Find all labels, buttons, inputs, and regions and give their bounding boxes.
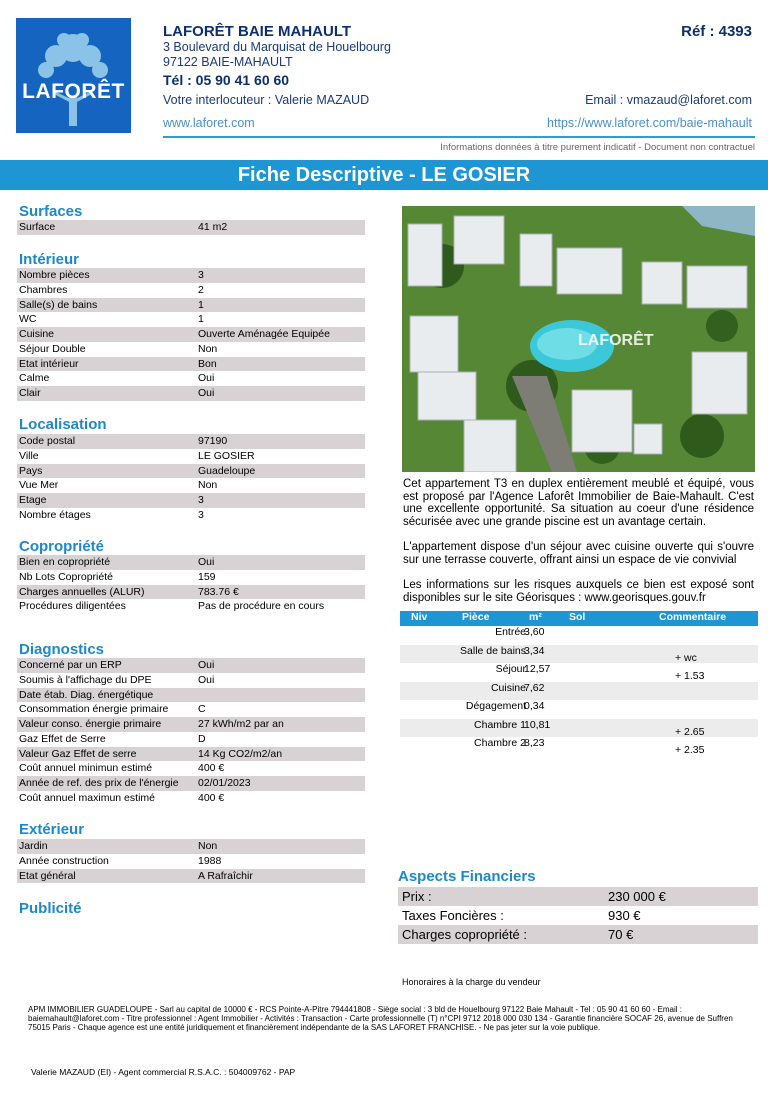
row-label: Etage: [19, 494, 47, 506]
financial-label: Charges copropriété :: [402, 927, 528, 942]
table-row: [17, 371, 365, 386]
row-value: 1: [198, 298, 204, 311]
row-value: 400 €: [198, 762, 225, 775]
row-value: Non: [198, 342, 218, 355]
room-area: 3,34: [524, 644, 545, 657]
reference-number: Réf : 4393: [681, 23, 752, 40]
row-label: Soumis à l'affichage du DPE: [19, 673, 152, 686]
table-row: [17, 283, 365, 298]
agency-link[interactable]: https://www.laforet.com/baie-mahault: [547, 116, 752, 130]
table-row: [17, 732, 365, 747]
financial-label: Prix :: [402, 889, 432, 904]
row-label: Coût annuel maximun estimé: [19, 791, 155, 804]
row-label: Procédures diligentées: [19, 600, 126, 613]
table-diagnostics: [17, 658, 365, 806]
header-niv: Niv: [411, 611, 428, 623]
logo-text: LAFORÊT: [22, 80, 125, 103]
row-value: Oui: [198, 556, 215, 568]
row-label: Coût annuel minimun estimé: [19, 762, 153, 775]
rooms-table-header: [400, 611, 758, 626]
room-name: Cuisine: [490, 681, 526, 694]
table-row: [17, 449, 365, 464]
row-label: Surface: [19, 221, 56, 233]
laforet-logo: [16, 18, 131, 133]
row-value: 783.76 €: [198, 585, 239, 598]
row-label: Pays: [19, 464, 43, 477]
row-label: Date étab. Diag. énergétique: [19, 688, 154, 701]
room-row: [400, 626, 758, 645]
row-value: 27 kWh/m2 par an: [198, 718, 284, 730]
row-value: Oui: [198, 659, 215, 671]
row-value: 97190: [198, 435, 228, 447]
table-row: [17, 702, 365, 717]
row-value: 3: [198, 269, 204, 281]
table-row: [17, 434, 365, 449]
financial-value: 930 €: [608, 908, 641, 923]
table-row: [17, 357, 365, 372]
financial-table: [398, 887, 758, 944]
row-value: Bon: [198, 357, 217, 370]
room-comment: + wc: [675, 651, 697, 664]
row-label: Clair: [19, 387, 41, 399]
row-label: Nb Lots Copropriété: [19, 570, 113, 583]
room-name: Entrée: [495, 626, 526, 638]
section-title-localisation: Localisation: [19, 416, 107, 433]
website-link[interactable]: www.laforet.com: [163, 116, 255, 130]
table-row: [17, 464, 365, 479]
financial-row: [398, 925, 758, 944]
row-value: C: [198, 703, 206, 716]
table-row: [17, 658, 365, 673]
description-paragraph-3: Les informations sur les risques auxquels ce bien est exposé sont disponibles sur le site Géorisques : www.georisques.gouv.fr: [403, 579, 754, 604]
table-row: [17, 585, 365, 600]
rooms-table: [400, 611, 758, 756]
disclaimer: Informations données à titre purement indicatif - Document non contractuel: [440, 142, 755, 153]
room-row: [400, 663, 758, 682]
row-value: Oui: [198, 673, 215, 686]
row-label: Bien en copropriété: [19, 556, 111, 568]
address-line-1: 3 Boulevard du Marquisat de Houelbourg: [163, 40, 391, 54]
table-row: [17, 776, 365, 791]
contact-email[interactable]: Email : vmazaud@laforet.com: [585, 93, 752, 107]
row-value: 1988: [198, 854, 222, 867]
table-row: [17, 508, 365, 523]
table-row: [17, 761, 365, 776]
room-row: [400, 682, 758, 701]
room-comment: + 2.65: [675, 725, 705, 738]
row-label: Année construction: [19, 854, 109, 867]
table-row: [17, 673, 365, 688]
row-label: Valeur conso. énergie primaire: [19, 718, 162, 730]
financial-value: 230 000 €: [608, 889, 666, 904]
row-label: Ville: [19, 449, 39, 462]
row-value: 14 Kg CO2/m2/an: [198, 747, 283, 760]
table-row: [17, 747, 365, 762]
row-label: Cuisine: [19, 328, 55, 340]
row-value: Pas de procédure en cours: [198, 600, 325, 613]
legal-footer: APM IMMOBILIER GUADELOUPE - Sarl au capital de 10000 € - RCS Pointe-A-Pitre 794441808 - Siège social : 3 bld de Houelbourg 97122 Baie Mahault - Tel : 05 90 41 60 60 - Email : baiemahault@laforet.com - Titre professionnel : Agent Immobilier - Activités : Transaction - Carte professionnelle (T) n°CPI 9712 2018 000 030 134 - Garantie financière SOCAF 26, avenue de Suffren 75015 Paris - Chaque agence est une entité juridiquement et financièrement indépendante de la SAS LAFORET FRANCHISE. - Ne pas jeter sur la voie publique.: [28, 1005, 733, 1032]
room-area: 0,34: [524, 700, 545, 712]
room-area: 10,81: [524, 718, 551, 731]
room-area: 8,23: [524, 737, 545, 749]
room-name: Chambre 1: [474, 718, 526, 731]
header-commentaire: Commentaire: [659, 611, 727, 623]
aerial-view-image: [402, 206, 755, 472]
row-value: Guadeloupe: [198, 464, 256, 477]
row-value: LE GOSIER: [198, 449, 255, 462]
row-label: WC: [19, 313, 37, 326]
row-value: 2: [198, 283, 204, 296]
table-copropriete: [17, 555, 365, 614]
section-title-exterieur: Extérieur: [19, 821, 85, 838]
row-label: Séjour Double: [19, 342, 86, 355]
tree-icon: [16, 18, 131, 133]
room-row: [400, 737, 758, 756]
table-row: [17, 688, 365, 703]
row-label: Calme: [19, 372, 50, 385]
room-row: [400, 719, 758, 738]
row-label: Code postal: [19, 435, 76, 447]
table-row: [17, 791, 365, 806]
row-label: Nombre étages: [19, 508, 91, 521]
financial-value: 70 €: [608, 927, 634, 942]
address-line-2: 97122 BAIE-MAHAULT: [163, 54, 293, 69]
room-area: 7,62: [524, 681, 545, 694]
row-value: 1: [198, 313, 204, 326]
row-label: Consommation énergie primaire: [19, 703, 169, 716]
row-value: 400 €: [198, 791, 225, 804]
row-value: Oui: [198, 372, 215, 385]
header-divider: [163, 136, 755, 138]
row-label: Nombre pièces: [19, 269, 90, 281]
table-row: [17, 854, 365, 869]
section-title-copropriete: Copropriété: [19, 538, 105, 555]
table-row: [17, 839, 365, 854]
table-row: [17, 220, 365, 235]
row-label: Concerné par un ERP: [19, 659, 122, 671]
description-paragraph-2: L'appartement dispose d'un séjour avec cuisine ouverte qui s'ouvre sur une terrasse couverte, offrant ainsi un espace de vie convivial: [403, 541, 754, 566]
room-name: Salle de bains: [460, 644, 526, 657]
table-interieur: [17, 268, 365, 401]
table-row: [17, 268, 365, 283]
room-row: [400, 700, 758, 719]
row-label: Salle(s) de bains: [19, 298, 98, 311]
row-label: Etat intérieur: [19, 357, 79, 370]
row-value: 3: [198, 508, 204, 521]
agent-info: Valerie MAZAUD (EI) - Agent commercial R.S.A.C. : 504009762 - PAP: [31, 1067, 296, 1077]
table-row: [17, 327, 365, 342]
section-title-surfaces: Surfaces: [19, 203, 83, 220]
room-name: Chambre 2: [474, 737, 526, 749]
table-row: [17, 478, 365, 493]
table-exterieur: [17, 839, 365, 883]
room-area: 3,60: [524, 626, 545, 638]
header-sol: Sol: [569, 611, 586, 623]
description-paragraph-1: Cet appartement T3 en duplex entièrement meublé et équipé, vous est proposé par l'Agence Laforêt Immobilier de Baie-Mahault. C'est une excellente opportunité. Sa situation au coeur d'une résidence sécurisée avec une grande piscine est un avantage certain.: [403, 478, 754, 528]
room-row: [400, 645, 758, 664]
row-value: Oui: [198, 387, 215, 399]
row-value: 3: [198, 494, 204, 506]
table-row: [17, 599, 365, 614]
table-row: [17, 570, 365, 585]
row-value: A Rafraîchir: [198, 869, 253, 882]
contact-person: Votre interlocuteur : Valerie MAZAUD: [163, 93, 370, 107]
row-value: 02/01/2023: [198, 777, 251, 789]
agency-name: LAFORÊT BAIE MAHAULT: [163, 23, 352, 40]
row-label: Vue Mer: [19, 479, 59, 492]
row-label: Jardin: [19, 840, 48, 852]
table-row: [17, 312, 365, 327]
table-row: [17, 493, 365, 508]
room-name: Dégagement: [465, 700, 526, 712]
row-label: Gaz Effet de Serre: [19, 732, 106, 745]
table-row: [17, 869, 365, 884]
financial-row: [398, 887, 758, 906]
row-label: Année de ref. des prix de l'énergie: [19, 777, 179, 789]
row-label: Etat général: [19, 869, 76, 882]
room-comment: + 2.35: [675, 744, 705, 756]
table-row: [17, 298, 365, 313]
row-value: Non: [198, 479, 218, 492]
room-area: 12,57: [524, 663, 551, 675]
header-m2: m²: [529, 611, 542, 623]
table-row: [17, 342, 365, 357]
rooms-table-body: [400, 626, 758, 756]
section-title-interieur: Intérieur: [19, 251, 80, 268]
fees-note: Honoraires à la charge du vendeur: [402, 977, 541, 987]
financial-row: [398, 906, 758, 925]
property-description: [403, 478, 754, 617]
agency-header: [163, 23, 755, 132]
section-title-diagnostics: Diagnostics: [19, 641, 105, 658]
section-title-financier: Aspects Financiers: [398, 868, 536, 885]
agency-phone: Tél : 05 90 41 60 60: [163, 72, 290, 88]
contact-row: [163, 93, 755, 109]
table-row: [17, 717, 365, 732]
row-value: D: [198, 732, 206, 745]
section-title-publicite: Publicité: [19, 900, 82, 917]
row-value: Ouverte Aménagée Equipée: [198, 328, 330, 340]
table-row: [17, 386, 365, 401]
financial-label: Taxes Foncières :: [402, 908, 504, 923]
property-photo: [402, 206, 755, 472]
row-value: 159: [198, 570, 216, 583]
photo-watermark: LAFORÊT: [578, 332, 654, 349]
header-piece: Pièce: [462, 611, 490, 623]
row-value: Non: [198, 840, 218, 852]
table-row: [17, 555, 365, 570]
row-label: Valeur Gaz Effet de serre: [19, 747, 137, 760]
table-localisation: [17, 434, 365, 523]
table-surfaces: [17, 220, 365, 235]
row-label: Charges annuelles (ALUR): [19, 585, 145, 598]
links-row: [163, 116, 755, 132]
row-value: 41 m2: [198, 221, 228, 233]
row-label: Chambres: [19, 283, 68, 296]
room-name: Séjour: [495, 663, 526, 675]
page-title: Fiche Descriptive - LE GOSIER: [0, 160, 768, 190]
room-comment: + 1.53: [675, 670, 705, 682]
